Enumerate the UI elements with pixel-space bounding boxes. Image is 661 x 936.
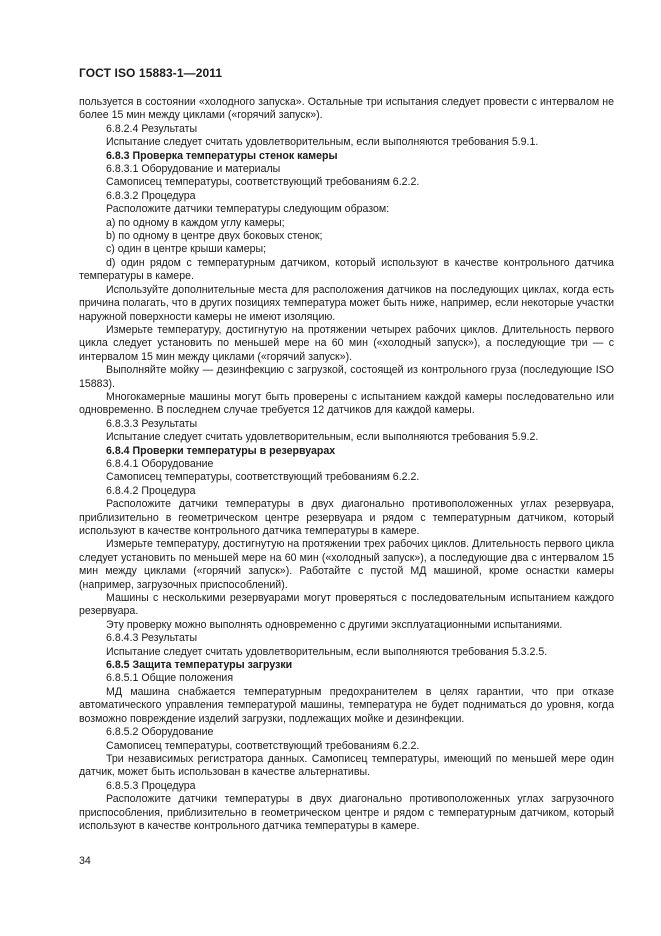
paragraph: Расположите датчики температуры в двух диагонально противоположенных углах загрузочного приспособления, приблизительно в геометрическом центре и рядом с температурным датчиком, который используют в качестве контрольного датчика температуры в камере. [79,793,614,832]
paragraph: 6.8.4.2 Процедура [106,484,196,497]
paragraph: Три независимых регистратора данных. Самописец температуры, имеющий по меньшей мере один датчик, может быть использован в качестве альтернативы. [79,752,614,779]
paragraph: 6.8.4.1 Оборудование [106,457,214,470]
paragraph: 6.8.4.3 Результаты [106,632,198,645]
paragraph: 6.8.5.3 Процедура [106,779,196,792]
paragraph: b) по одному в центре двух боковых стенок; [106,230,323,243]
paragraph: Расположите датчики температуры следующим образом: [106,203,390,216]
paragraph: 6.8.5.1 Общие положения [106,672,234,685]
paragraph: Используйте дополнительные места для расположения датчиков на последующих циклах, когда есть причина полагать, что в других позициях температура может быть ниже, например, если некоторые участки наружной поверхности камеры не имеют изоляцию. [79,283,614,323]
paragraph: Машины с несколькими резервуарами могут проверяться с последовательным испытанием каждого резервуара. [79,592,614,618]
paragraph: Многокамерные машины могут быть проверены с испытанием каждой камеры последовательно или одновременно. В последнем случае требуется 12 датчиков для каждой камеры. [79,390,614,417]
paragraph: Выполняйте мойку — дезинфекцию с загрузкой, состоящей из контрольного груза (последующие ISO 15883). [79,364,614,390]
paragraph: пользуется в состоянии «холодного запуска». Остальные три испытания следует провести с интервалом не более 15 мин между циклами («горячий запуск»). [79,96,614,122]
document-header: ГОСТ ISO 15883-1—2011 [79,66,223,80]
paragraph: Испытание следует считать удовлетворительным, если выполняются требования 5.9.2. [106,431,539,444]
paragraph: Испытание следует считать удовлетворительным, если выполняются требования 5.9.1. [106,136,539,149]
paragraph: Измерьте температуру, достигнутую на протяжении четырех рабочих циклов. Длительность первого цикла следует установить по меньшей мере на 60 мин («холодный запуск»), а последующие три — с интервалом 15 мин между циклами («горячий запуск»). [79,323,614,363]
paragraph: 6.8.3.2 Процедура [106,189,196,202]
paragraph: 6.8.2.4 Результаты [106,122,198,135]
paragraph: c) один в центре крыши камеры; [106,243,267,256]
paragraph: 6.8.3.3 Результаты [106,417,198,430]
section-heading: 6.8.4 Проверки температуры в резервуарах [106,444,336,457]
paragraph: Самописец температуры, соответствующий требованиям 6.2.2. [106,739,420,752]
paragraph: 6.8.5.2 Оборудование [106,726,214,739]
paragraph: d) один рядом с температурным датчиком, который используют в качестве контрольного датчика температуры в камере. [79,256,614,283]
paragraph: Расположите датчики температуры в двух диагонально противоположенных углах резервуара, приблизительно в геометрическом центре резервуара и рядом с температурным датчиком, который используют в качестве контрольного датчика температуры в камере. [79,498,614,537]
page-number: 34 [79,855,91,867]
section-heading: 6.8.5 Защита температуры загрузки [106,659,293,672]
paragraph: a) по одному в каждом углу камеры; [106,216,285,229]
document-body [79,96,614,833]
paragraph: Самописец температуры, соответствующий требованиям 6.2.2. [106,471,420,484]
paragraph: Измерьте температуру, достигнутую на протяжении трех рабочих циклов. Длительность первого цикла следует установить по меньшей мере на 60 мин («холодный запуск»), а последующие два с интервалом 15 мин между циклами («горячий запуск»). Работайте с пустой МД машиной, кроме оснастки камеры (например, загрузочных приспособлений). [79,538,614,591]
paragraph: Испытание следует считать удовлетворительным, если выполняются требования 5.3.2.5. [106,645,548,658]
paragraph: 6.8.3.1 Оборудование и материалы [106,163,281,176]
paragraph: Самописец температуры, соответствующий требованиям 6.2.2. [106,176,420,189]
paragraph: МД машина снабжается температурным предохранителем в целях гарантии, что при отказе автоматического управления температурой машины, температура не будет подниматься до уровня, когда возможно повреждение изделий загрузки, подлежащих мойке и дезинфекции. [79,685,614,725]
section-heading: 6.8.3 Проверка температуры стенок камеры [106,149,338,162]
paragraph: Эту проверку можно выполнять одновременно с другими эксплуатационными испытаниями. [106,618,563,631]
